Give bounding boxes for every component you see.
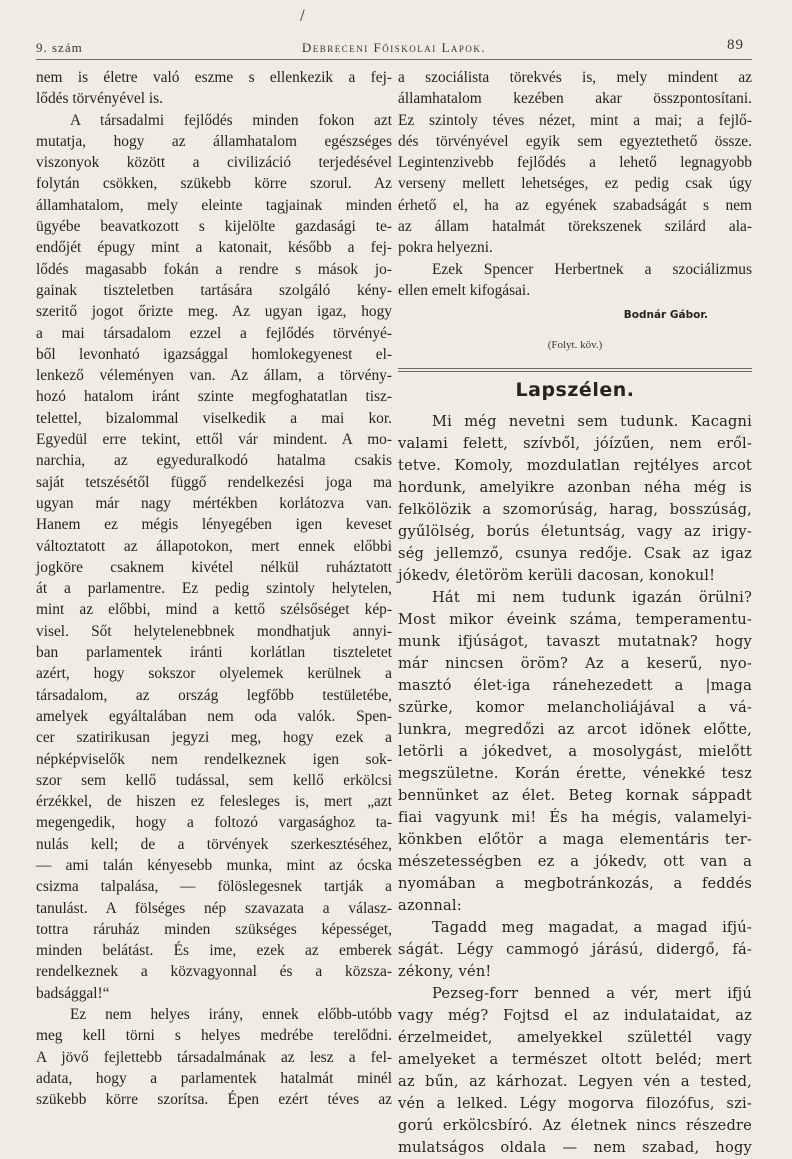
text-line: az állam hatalmát törekszenek szilárd ala- xyxy=(398,218,752,236)
text-line: érzelmeidet, amelyekkel születtél vagy xyxy=(398,1029,752,1047)
text-line: Ezek Spencer Herbertnek a szociálizmus xyxy=(432,260,752,278)
text-line: mulatságos oldala — nem szabad, hogy xyxy=(398,1139,752,1157)
text-line: letörli a jókedvet, a mosolygást, mielőtt xyxy=(398,743,752,761)
text-line: Mi még nevetni sem tudunk. Kacagni xyxy=(432,413,752,431)
page-header xyxy=(36,34,752,56)
text-line: A társadalmi fejlődés minden fokon azt xyxy=(70,111,392,129)
text-line: rendelkeznek a közvagyonnal és a közsza- xyxy=(36,963,392,981)
text-line: szürke, komor melancholiájával a vá- xyxy=(398,699,752,717)
text-line: változtatott az állapotokon, mert ennek előbbi xyxy=(36,537,392,555)
text-line: könkben előtör a maga elementáris ter- xyxy=(398,831,752,849)
text-line: minden belátást. És ime, ezek az emberek xyxy=(36,942,392,960)
text-line: Hát mi nem tudunk igazán örülni? xyxy=(432,589,752,607)
text-line: nem is életre való eszme s ellenkezik a fej- xyxy=(36,69,392,86)
text-line: Hanem ez mégis lényegében igen keveset xyxy=(36,516,392,534)
text-line: A jövő fejlettebb társadalmának az lesz a fel- xyxy=(36,1048,392,1066)
margin-mark: / xyxy=(300,8,305,24)
text-line: ugyan már nagy mértékben korlátozva van. xyxy=(36,494,392,512)
text-line: badsággal!“ xyxy=(36,984,110,1002)
journal-title: Debreceni Főiskolai Lapok. xyxy=(301,40,487,55)
text-line: a szociálista törekvés is, mely mindent az xyxy=(398,69,752,86)
text-line: szor sem kellő tudással, sem kellő erkölcsi xyxy=(36,771,392,789)
text-line: dés törvényével egyik sem egyeztethető össze. xyxy=(398,132,752,150)
text-line: csizma talpalása, — fölöslegesnek tartják a xyxy=(36,878,392,896)
text-line: megszületne. Korán érette, vénekké tesz xyxy=(398,765,752,783)
text-line: tetve. Komoly, mozdulatlan rejtélyes arcot xyxy=(398,457,752,475)
text-line: lődés törvényével is. xyxy=(36,90,163,108)
text-line: ből levonható igazsággal homlokegyenest el- xyxy=(36,345,392,363)
text-line: át a parlamentre. Ez pedig szintoly helytelen, xyxy=(36,580,392,598)
article-end xyxy=(398,67,752,301)
text-line: szeritő jogot őrizte meg. Az ugyan igaz, hogy xyxy=(36,303,392,321)
lapszelen-article xyxy=(398,411,752,1159)
text-line: ség jellemző, csunya redője. Csak az igaz xyxy=(398,545,752,563)
header-rule xyxy=(36,59,752,60)
text-line: a mai társadalom ezzel a fejlődés törvényé- xyxy=(36,324,392,342)
text-line: Tagadd meg magadat, a magad ifjú- xyxy=(432,919,752,937)
text-line: társadalom, az ország legfőbb testületébe, xyxy=(36,686,392,704)
right-column xyxy=(398,67,752,1157)
page-number: 89 xyxy=(727,37,744,53)
text-line: gainak tiszteletben tartására szolgáló kény- xyxy=(36,281,392,299)
text-line: pokra helyezni. xyxy=(398,239,493,257)
text-line: munk ifjúságot, tavaszt mutatnak? hogy xyxy=(398,633,752,651)
left-column xyxy=(36,67,392,1109)
text-line: megengedik, hogy a foltozó vargasághoz ta- xyxy=(36,814,392,832)
text-line: Most mikor éveink száma, temperamentu- xyxy=(398,611,752,629)
text-line: meg kell törni s helyes medrébe terelődni. xyxy=(36,1027,392,1045)
text-line: zékony, vén! xyxy=(398,963,492,981)
text-line: viszonyok között a civilizáció terjedésével xyxy=(36,154,392,172)
text-line: Legintenzivebb fejlődés a lehető legnagyobb xyxy=(398,154,752,172)
text-line: mészetességben ez a jókedv, ott van a xyxy=(398,853,752,871)
text-line: bennünket az élet. Beteg kornak sáppadt xyxy=(398,787,752,805)
text-line: masztó élet-iga ránehezedett a |maga xyxy=(398,677,752,695)
text-line: mint az előbbi, mind a kettő szélsőséget kép- xyxy=(36,601,392,619)
text-line: hozó hatalom iránt szinte megfoghatatlan tisz- xyxy=(36,388,392,406)
text-line: saját tetszésétől függő rendelkezési joga ma xyxy=(36,473,392,491)
text-line: Ez szintoly téves nézet, mint a mai; a fejlő- xyxy=(398,111,752,129)
text-line: telettel, bizalommal viselkedik a mai kor. xyxy=(36,409,392,427)
text-line: amelyek egyáltalában nem oda valók. Spen- xyxy=(36,707,392,725)
text-line: visel. Sőt helytelenebbnek mondhatjuk annyi- xyxy=(36,622,392,640)
text-line: adata, hogy a parlamentek hatalmát minél xyxy=(36,1069,392,1087)
text-line: Pezseg-forr benned a vér, mert ifjú xyxy=(432,985,752,1003)
text-line: narchia, az egyeduralkodó hatalma csakis xyxy=(36,452,392,470)
text-line: ellen emelt kifogásai. xyxy=(398,281,531,299)
text-line: az bűn, az kárhozat. Legyen vén a tested, xyxy=(398,1073,752,1091)
issue-number: 9. szám xyxy=(36,40,83,55)
text-line: amelyeket a természet oltott beléd; mert xyxy=(398,1051,752,1069)
text-line: folytán csökken, szükebb körre szorul. Az xyxy=(36,175,392,193)
text-line: gyűlölség, borús életuntság, vagy az irigy- xyxy=(398,523,752,541)
text-line: verseny mellett lehetséges, ez pedig csak úgy xyxy=(398,175,752,193)
text-line: endőjét épugy mint a katonait, később a fej- xyxy=(36,239,392,257)
text-line: lődés magasabb fokán a rendre s mások jo- xyxy=(36,260,392,278)
text-line: vén a lelked. Légy mogorva filozófus, szi- xyxy=(398,1095,752,1113)
text-line: fiai vagyunk mi! És ha mégis, valamelyi- xyxy=(398,809,752,827)
text-line: érzékkel, de hiszen ez felesleges is, mert „azt xyxy=(36,793,392,811)
text-line: mutatja, hogy az államhatalom egészséges xyxy=(36,132,392,150)
text-line: népképviselők nem rendelkeznek igen sok- xyxy=(36,750,392,768)
text-line: érhető el, ha az egyének szabadságát s nem xyxy=(398,196,752,214)
text-line: cer szatirikusan jegyzi meg, hogy ezek a xyxy=(36,729,392,747)
text-line: azonnal: xyxy=(398,897,462,915)
text-line: vagy még? Fojtsd el az indulataidat, az xyxy=(398,1007,752,1025)
text-line: államhatalom kezében akar összpontosítani. xyxy=(398,90,752,108)
text-line: jogköre csaknem kivétel nélkül ruháztatott xyxy=(36,558,392,576)
text-line: tottra ráruház minden szükséges képességet, xyxy=(36,920,392,938)
text-line: ságát. Légy cammogó járású, didergő, fá- xyxy=(398,941,752,959)
text-line: Egyedül erre tekint, ettől vár mindent. A mo- xyxy=(36,431,392,449)
text-line: Ez nem helyes irány, ennek előbb-utóbb xyxy=(70,1006,392,1024)
text-line: — ami talán kényesebb munka, mint az ócska xyxy=(36,856,392,874)
section-divider xyxy=(398,368,752,372)
text-line: ban parlamentek iránti korlátlan tiszteletet xyxy=(36,644,392,662)
text-line: gorú erkölcsbíró. Az életnek nincs részedre xyxy=(398,1117,752,1135)
text-line: tanulást. A fölséges nép szavazata a válasz- xyxy=(36,899,392,917)
text-line: már nincsen öröm? Az a keserű, nyo- xyxy=(398,655,752,673)
text-line: lenkező véleményen van. Az állam, a törvény- xyxy=(36,367,392,385)
text-line: lunkra, megredőzi az arcot idönek előtte, xyxy=(398,721,752,739)
text-line: államhatalom, mely eleinte tagjainak minden xyxy=(36,196,392,214)
section-title: Lapszélen. xyxy=(515,378,635,401)
text-line: ügyébe beavatkozott s kijelölte gazdasági te- xyxy=(36,218,392,236)
continued-note: (Folyt. köv.) xyxy=(547,338,603,351)
text-line: hordunk, amelyikre azonban néha még is xyxy=(398,479,752,497)
text-line: valami felett, szívből, jóízűen, nem eről- xyxy=(398,435,752,453)
text-line: szükebb körre szorítsa. Épen ezért téves az xyxy=(36,1091,392,1109)
author-signature: Bodnár Gábor. xyxy=(623,309,708,322)
text-line: nulás kell; de a törvények szerkesztéséhez, xyxy=(36,835,392,853)
text-line: jókedv, életöröm kerüli dacosan, konokul! xyxy=(398,567,716,585)
text-line: nyomában a megbotránkozás, a feddés xyxy=(398,875,752,893)
text-line: felkölözik a szomorúság, harag, bosszúság, xyxy=(398,501,752,519)
text-line: azért, hogy sokszor olyelemek kerülnek a xyxy=(36,665,392,683)
